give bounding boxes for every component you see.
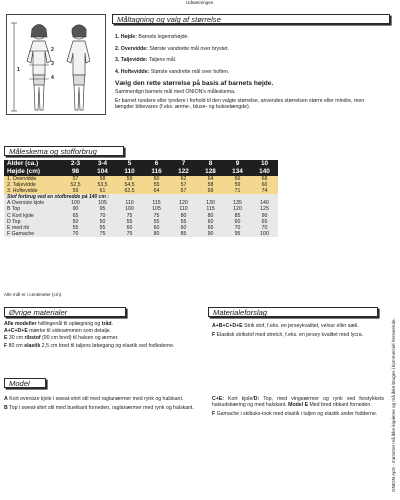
table-cell: 61 — [89, 188, 116, 194]
table-cell: 65 — [197, 225, 224, 231]
table-cell: 95 — [224, 231, 251, 237]
table-cell: 75 — [89, 231, 116, 237]
table-cell: 65 — [62, 213, 89, 219]
table-cell: 80 — [143, 231, 170, 237]
size-chart-table — [4, 160, 278, 237]
row-label: C Kort kjole — [4, 213, 62, 219]
instruction-item: 3. Taljevidde: Taljens mål. — [115, 57, 177, 64]
row-label: 3. Hoftevidde — [4, 188, 62, 194]
table-cell: 80 — [170, 213, 197, 219]
table-cell: 58 — [197, 182, 224, 188]
table-cell: 3-4 — [89, 160, 116, 168]
top-note: Udsætningen. — [186, 0, 215, 5]
table-cell: 55 — [62, 225, 89, 231]
table-cell: 60 — [197, 219, 224, 225]
table-cell: 8 — [197, 160, 224, 168]
material-line: A+C+D+E mærke til sidesømmen som detalje. — [4, 328, 112, 335]
figure-number-4: 4 — [51, 75, 54, 81]
table-cell: 100 — [62, 200, 89, 206]
size-choice-paragraph-1: Sammenlign barnets mål med ONION's måleskema. — [115, 88, 236, 95]
section-title-size-chart: Måleskema og stofforbrug — [4, 146, 124, 156]
copyright-side-text: ONION ApS - mønstret må ikke kopieres og må ikke bruges i kommerciel henseende. — [391, 318, 396, 492]
fabric-heading: Stof forbrug ved en stofbredde på 140 cm : — [4, 194, 278, 200]
table-cell: 58 — [89, 176, 116, 182]
table-cell: 60 — [116, 225, 143, 231]
instruction-item: 2. Overvidde: Største vandrette mål over brystet. — [115, 45, 229, 52]
figure-number-1: 1 — [17, 67, 20, 73]
table-cell: 135 — [224, 200, 251, 206]
table-cell: 110 — [116, 200, 143, 206]
table-cell: 105 — [89, 200, 116, 206]
table-cell: 100 — [116, 206, 143, 212]
model-descriptions-right — [212, 396, 384, 418]
table-cell: 62,5 — [116, 188, 143, 194]
table-cell: 70 — [62, 231, 89, 237]
section-title-model: Model — [4, 378, 46, 388]
table-cell: 2-3 — [62, 160, 89, 168]
table-cell: 120 — [170, 200, 197, 206]
table-cell: 130 — [197, 200, 224, 206]
row-label: A Oversize kjole — [4, 200, 62, 206]
size-choice-paragraph-2: Er barnet rundere eller tyndere i forhold til den valgte størrelse, anvendes størrelsen større eller mindre, men længder bibevares (f.eks. ærme-, bluse- og bukselængde). — [115, 98, 365, 111]
table-cell: 50 — [89, 219, 116, 225]
table-cell: 53,5 — [89, 182, 116, 188]
table-cell: 6 — [143, 160, 170, 168]
material-line: Alle modeller tvillingenål til oplægning og tråd. — [4, 321, 114, 327]
model-description: B Top i sweat-shirt stil med buetkant forneden, raglanærmer med rynk og halskant. — [4, 405, 194, 412]
table-cell: 69 — [197, 188, 224, 194]
table-cell: 9 — [224, 160, 251, 168]
suggestion-line: A+B+C+D+E Strik stof, f.eks. en jerseykvalitet, velour eller sæli. — [212, 323, 359, 329]
table-cell: 70 — [251, 225, 278, 231]
table-cell: 57 — [62, 176, 89, 182]
material-line: E 30 cm ribstof (90 cm bred) til halsen og ærmer. — [4, 335, 119, 342]
table-cell: 55 — [116, 219, 143, 225]
table-cell: 74 — [251, 188, 278, 194]
table-cell: 128 — [197, 168, 224, 176]
table-header-row — [4, 168, 278, 176]
row-label: Højde (cm) — [4, 168, 62, 176]
table-cell: 64 — [197, 176, 224, 182]
table-cell: 90 — [251, 213, 278, 219]
table-cell: 60 — [143, 225, 170, 231]
table-header-row — [4, 160, 278, 168]
model-description: C+E: Kort kjole/D: Top, med vingeærmer og rynk ved forstykkets halsudskæring og med halskant. Model E Med bred ribkant forneden. — [212, 396, 384, 409]
material-line: F 80 cm elastik 2,5 cm bred til taljens løbegang og elastik ved fodlederne. — [4, 342, 175, 349]
table-cell: 75 — [116, 231, 143, 237]
table-cell: 95 — [89, 206, 116, 212]
table-cell: 116 — [143, 168, 170, 176]
table-cell: 125 — [251, 206, 278, 212]
table-cell: 5 — [116, 160, 143, 168]
row-label: B Top — [4, 206, 62, 212]
table-cell: 60 — [143, 176, 170, 182]
table-cell: 115 — [143, 200, 170, 206]
table-cell: 90 — [62, 206, 89, 212]
table-cell: 50 — [62, 219, 89, 225]
row-label: E med rib — [4, 225, 62, 231]
table-cell: 55 — [170, 219, 197, 225]
table-cell: 122 — [170, 168, 197, 176]
table-cell: 134 — [224, 168, 251, 176]
model-description: F Gamache i skibuks-look med elastik i taljen og elastik under fodderne. — [212, 411, 378, 418]
row-label: 1. Overvidde — [4, 176, 62, 182]
table-cell: 110 — [116, 168, 143, 176]
table-cell: 85 — [170, 231, 197, 237]
table-cell: 68 — [251, 176, 278, 182]
table-cell: 140 — [251, 168, 278, 176]
table-cell: 59 — [116, 176, 143, 182]
table-cell: 59 — [62, 188, 89, 194]
section-title-other-materials: Øvrige materialer — [4, 307, 126, 317]
row-label: Alder (ca.) — [4, 160, 62, 168]
table-cell: 75 — [116, 213, 143, 219]
table-cell: 75 — [143, 213, 170, 219]
table-cell: 110 — [170, 206, 197, 212]
table-cell: 67 — [170, 188, 197, 194]
table-cell: 104 — [89, 168, 116, 176]
table-cell: 60 — [251, 182, 278, 188]
table-footnote: Alle mål er i centimeter (cm). — [4, 292, 63, 297]
children-illustration — [7, 15, 107, 116]
table-cell: 55 — [89, 225, 116, 231]
table-cell: 55 — [143, 182, 170, 188]
instruction-item: 1. Højde: Barnets legemshøjde. — [115, 34, 189, 40]
table-cell: 62 — [170, 176, 197, 182]
table-cell: 98 — [62, 168, 89, 176]
table-cell: 54,5 — [116, 182, 143, 188]
figure-number-3: 3 — [51, 61, 54, 67]
table-cell: 105 — [143, 206, 170, 212]
model-description: A Kort oversize kjole i sweat-shirt stil med raglanærmer med rynk og halskant. — [4, 396, 184, 402]
table-cell: 100 — [251, 231, 278, 237]
other-materials-list — [4, 321, 200, 349]
fabric-row — [4, 231, 278, 237]
table-cell: 52,5 — [62, 182, 89, 188]
table-cell: 65 — [251, 219, 278, 225]
size-choice-heading: Vælg den rette størrelse på basis af barnets højde. — [115, 79, 274, 87]
row-label: 2. Taljevidde — [4, 182, 62, 188]
table-cell: 10 — [251, 160, 278, 168]
table-cell: 60 — [224, 219, 251, 225]
table-cell: 120 — [224, 206, 251, 212]
table-cell: 59 — [224, 182, 251, 188]
table-cell: 7 — [170, 160, 197, 168]
table-cell: 60 — [170, 225, 197, 231]
table-cell: 55 — [143, 219, 170, 225]
measurement-figure — [6, 14, 106, 115]
table-cell: 80 — [197, 213, 224, 219]
instruction-item: 4. Hoftevidde: Største vandrette mål over hoften. — [115, 69, 230, 76]
measure-instructions — [115, 34, 393, 110]
table-cell: 140 — [251, 200, 278, 206]
table-cell: 115 — [197, 206, 224, 212]
suggestion-line: F Elastisk strikstof med stretch, f.eks. en jersey kvalitet med lycra. — [212, 332, 364, 339]
table-cell: 71 — [224, 188, 251, 194]
section-title-material-suggestion: Materialeforslag — [208, 307, 378, 317]
table-cell: 70 — [224, 225, 251, 231]
table-cell: 70 — [89, 213, 116, 219]
table-cell: 57 — [170, 182, 197, 188]
figure-number-2: 2 — [51, 47, 54, 53]
row-label: F Gamache — [4, 231, 62, 237]
table-cell: 66 — [224, 176, 251, 182]
table-cell: 90 — [197, 231, 224, 237]
row-label: D Top — [4, 219, 62, 225]
table-cell: 64 — [143, 188, 170, 194]
material-suggestion-list — [212, 323, 380, 338]
table-cell: 85 — [224, 213, 251, 219]
model-descriptions-left — [4, 396, 196, 411]
section-title-measuring: Måltagning og valg af størrelse — [112, 14, 390, 24]
